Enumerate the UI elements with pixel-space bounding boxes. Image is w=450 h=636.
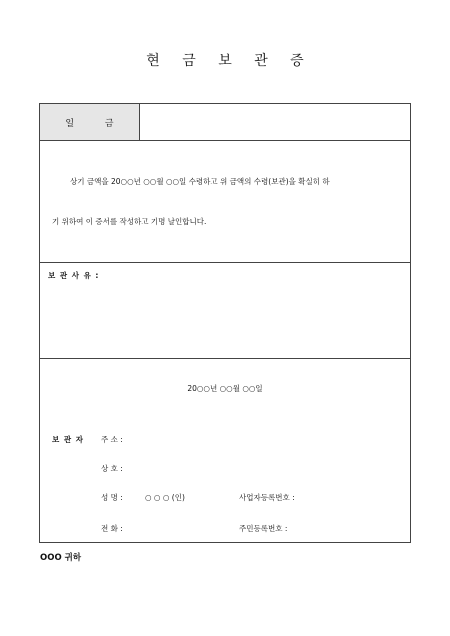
recipient: OOO 귀하 xyxy=(40,553,82,563)
statement-line-2: 기 위하여 이 증서를 작성하고 기명 날인합니다. xyxy=(52,217,207,226)
address-label: 주 소 : xyxy=(101,435,123,444)
amount-row xyxy=(40,104,410,141)
reason-label: 보 관 사 유 : xyxy=(48,271,100,280)
document-title: 현 금 보 관 증 xyxy=(146,53,313,69)
issue-date: 20○○년 ○○월 ○○일 xyxy=(187,384,263,393)
company-label: 상 호 : xyxy=(101,464,123,473)
statement-line-1: 상기 금액을 20○○년 ○○월 ○○일 수령하고 위 금액의 수령(보관)을 확실히 하 xyxy=(70,177,330,186)
certificate-frame xyxy=(39,103,411,543)
phone-label: 전 화 : xyxy=(101,524,123,533)
business-no-label: 사업자등록번호 : xyxy=(239,493,295,502)
statement-section xyxy=(40,140,410,263)
resident-no-label: 주민등록번호 : xyxy=(239,524,288,533)
amount-label: 일 금 xyxy=(40,104,140,140)
name-label: 성 명 : xyxy=(101,493,123,502)
signature-section xyxy=(40,358,410,542)
name-value: ○ ○ ○ (인) xyxy=(145,493,185,502)
reason-section xyxy=(40,262,410,359)
amount-value-field[interactable] xyxy=(141,104,410,140)
keeper-label: 보 관 자 xyxy=(52,435,84,444)
